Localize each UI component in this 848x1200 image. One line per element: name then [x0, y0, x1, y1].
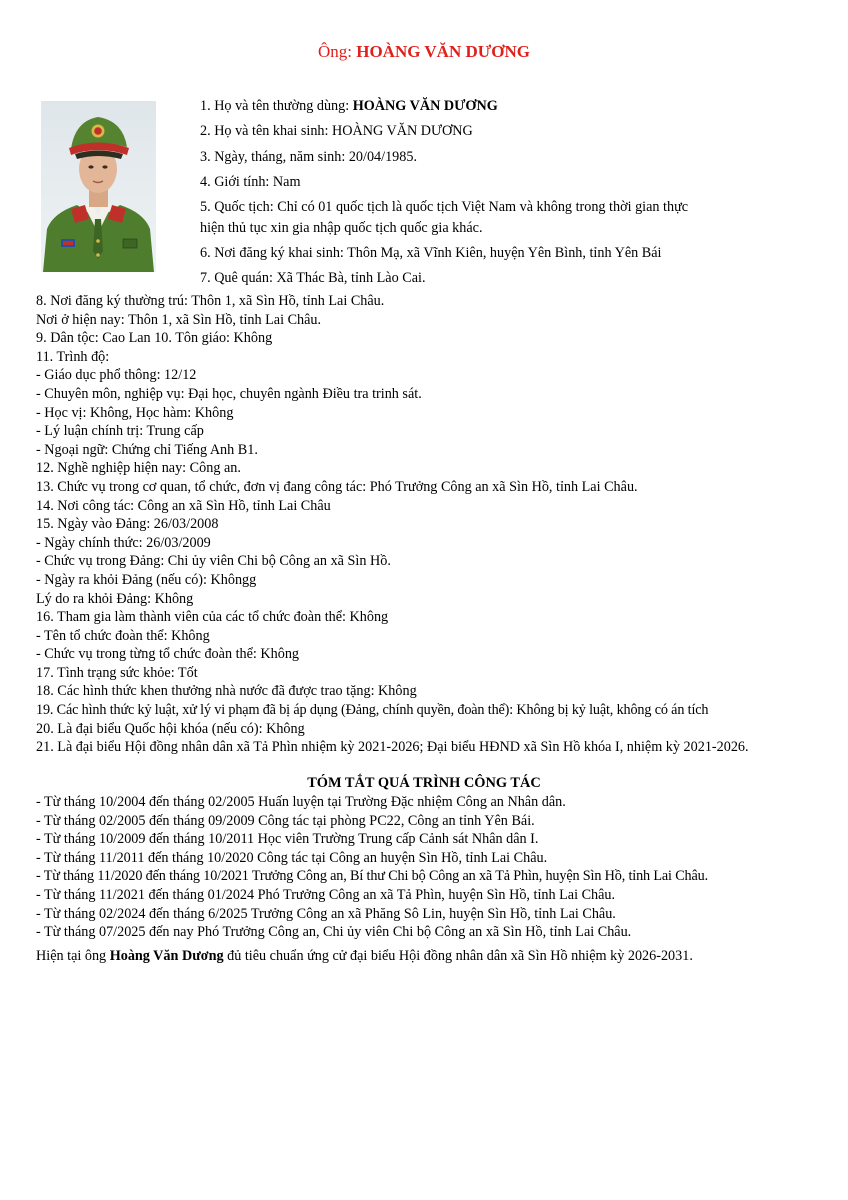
detail-line: - Tên tổ chức đoàn thể: Không — [36, 627, 210, 644]
career-summary — [36, 793, 826, 942]
detail-line: - Ngoại ngữ: Chứng chỉ Tiếng Anh B1. — [36, 441, 258, 458]
detail-line: 20. Là đại biểu Quốc hội khóa (nếu có): Không — [36, 720, 305, 737]
summary-item: - Từ tháng 10/2009 đến tháng 10/2011 Học viên Trường Trung cấp Cảnh sát Nhân dân I. — [36, 831, 539, 848]
title-name: HOÀNG VĂN DƯƠNG — [356, 42, 531, 61]
detail-line: Lý do ra khỏi Đảng: Không — [36, 590, 194, 607]
detail-line: - Học vị: Không, Học hàm: Không — [36, 404, 234, 421]
detail-line: 18. Các hình thức khen thưởng nhà nước đã được trao tặng: Không — [36, 683, 417, 700]
line-1-value: HOÀNG VĂN DƯƠNG — [352, 98, 498, 114]
detail-line: - Chức vụ trong Đảng: Chi ủy viên Chi bộ Công an xã Sìn Hồ. — [36, 553, 391, 570]
summary-item: - Từ tháng 10/2004 đến tháng 02/2005 Huấn luyện tại Trường Đặc nhiệm Công an Nhân dân. — [36, 794, 566, 810]
detail-line: 13. Chức vụ trong cơ quan, tổ chức, đơn vị đang công tác: Phó Trưởng Công an xã Sìn Hồ, tỉnh Lai Châu. — [36, 478, 638, 495]
info-line-3: 3. Ngày, tháng, năm sinh: 20/04/1985. — [200, 149, 417, 165]
line-1-label: 1. Họ và tên thường dùng: — [200, 98, 350, 114]
detail-line: 15. Ngày vào Đảng: 26/03/2008 — [36, 516, 219, 533]
detail-line: - Chức vụ trong từng tổ chức đoàn thể: Không — [36, 646, 300, 663]
detail-line: 9. Dân tộc: Cao Lan 10. Tôn giáo: Không — [36, 330, 273, 347]
info-line-5a: 5. Quốc tịch: Chỉ có 01 quốc tịch là quốc tịch Việt Nam và không trong thời gian thực — [200, 199, 689, 215]
summary-item: - Từ tháng 02/2024 đến tháng 6/2025 Trưởng Công an xã Phăng Sô Lin, huyện Sìn Hồ, tỉnh Lai Châu. — [36, 905, 616, 922]
summary-item: - Từ tháng 02/2005 đến tháng 09/2009 Công tác tại phòng PC22, Công an tỉnh Yên Bái. — [36, 812, 535, 829]
info-line-1 — [200, 97, 498, 115]
conclusion-post: đủ tiêu chuẩn ứng cử đại biểu Hội đồng nhân dân xã Sìn Hồ nhiệm kỳ 2026-2031. — [223, 948, 693, 964]
portrait-photo — [41, 101, 156, 272]
detail-line: Nơi ở hiện nay: Thôn 1, xã Sìn Hồ, tỉnh Lai Châu. — [36, 311, 322, 328]
info-line-5b: hiện thủ tục xin gia nhập quốc tịch quốc gia khác. — [200, 220, 483, 236]
info-line-7: 7. Quê quán: Xã Thác Bà, tỉnh Lào Cai. — [200, 270, 426, 286]
detail-line: - Ngày ra khỏi Đảng (nếu có): Khôngg — [36, 571, 257, 588]
detail-line: 19. Các hình thức kỷ luật, xử lý vi phạm đã bị áp dụng (Đảng, chính quyền, đoàn thể): Không bị kỷ luật, không có án tích — [36, 702, 709, 719]
summary-item: - Từ tháng 11/2011 đến tháng 10/2020 Công tác tại Công an huyện Sìn Hồ, tỉnh Lai Châu. — [36, 849, 548, 866]
summary-item: - Từ tháng 11/2020 đến tháng 10/2021 Trưởng Công an, Bí thư Chi bộ Công an xã Tả Phìn, huyện Sìn Hồ, tỉnh Lai Châu. — [36, 868, 708, 885]
document-title — [0, 41, 848, 63]
personal-details — [36, 292, 826, 757]
detail-line: 11. Trình độ: — [36, 348, 110, 365]
conclusion-name: Hoàng Văn Dương — [109, 948, 224, 964]
summary-item: - Từ tháng 11/2021 đến tháng 01/2024 Phó Trưởng Công an xã Tả Phìn, huyện Sìn Hồ, tỉnh Lai Châu. — [36, 886, 616, 903]
detail-line: 16. Tham gia làm thành viên của các tổ chức đoàn thể: Không — [36, 609, 389, 626]
detail-line: 14. Nơi công tác: Công an xã Sìn Hồ, tỉnh Lai Châu — [36, 497, 331, 514]
info-line-6: 6. Nơi đăng ký khai sinh: Thôn Mạ, xã Vĩnh Kiên, huyện Yên Bình, tỉnh Yên Bái — [200, 245, 662, 261]
info-line-2: 2. Họ và tên khai sinh: HOÀNG VĂN DƯƠNG — [200, 123, 473, 139]
detail-line: 8. Nơi đăng ký thường trú: Thôn 1, xã Sìn Hồ, tỉnh Lai Châu. — [36, 293, 385, 309]
detail-line: - Giáo dục phổ thông: 12/12 — [36, 367, 197, 384]
summary-item: - Từ tháng 07/2025 đến nay Phó Trưởng Công an, Chi ủy viên Chi bộ Công an xã Sìn Hồ, tỉnh Lai Châu. — [36, 924, 632, 941]
title-prefix: Ông: — [317, 42, 352, 61]
portrait-icon — [41, 101, 156, 272]
conclusion — [36, 947, 693, 965]
conclusion-pre: Hiện tại ông — [36, 948, 110, 964]
detail-line: - Chuyên môn, nghiệp vụ: Đại học, chuyên ngành Điều tra trinh sát. — [36, 385, 422, 402]
detail-line: 12. Nghề nghiệp hiện nay: Công an. — [36, 460, 241, 477]
detail-line: 17. Tình trạng sức khỏe: Tốt — [36, 664, 198, 681]
detail-line: - Ngày chính thức: 26/03/2009 — [36, 534, 211, 551]
detail-line: - Lý luận chính trị: Trung cấp — [36, 423, 204, 440]
summary-title: TÓM TẮT QUÁ TRÌNH CÔNG TÁC — [307, 775, 541, 791]
info-line-4: 4. Giới tính: Nam — [200, 174, 301, 190]
detail-line-21: 21. Là đại biểu Hội đồng nhân dân xã Tả Phìn nhiệm kỳ 2021-2026; Đại biểu HĐND xã Sìn Hồ khóa I, nhiệm kỳ 2021-2026. — [36, 739, 749, 756]
